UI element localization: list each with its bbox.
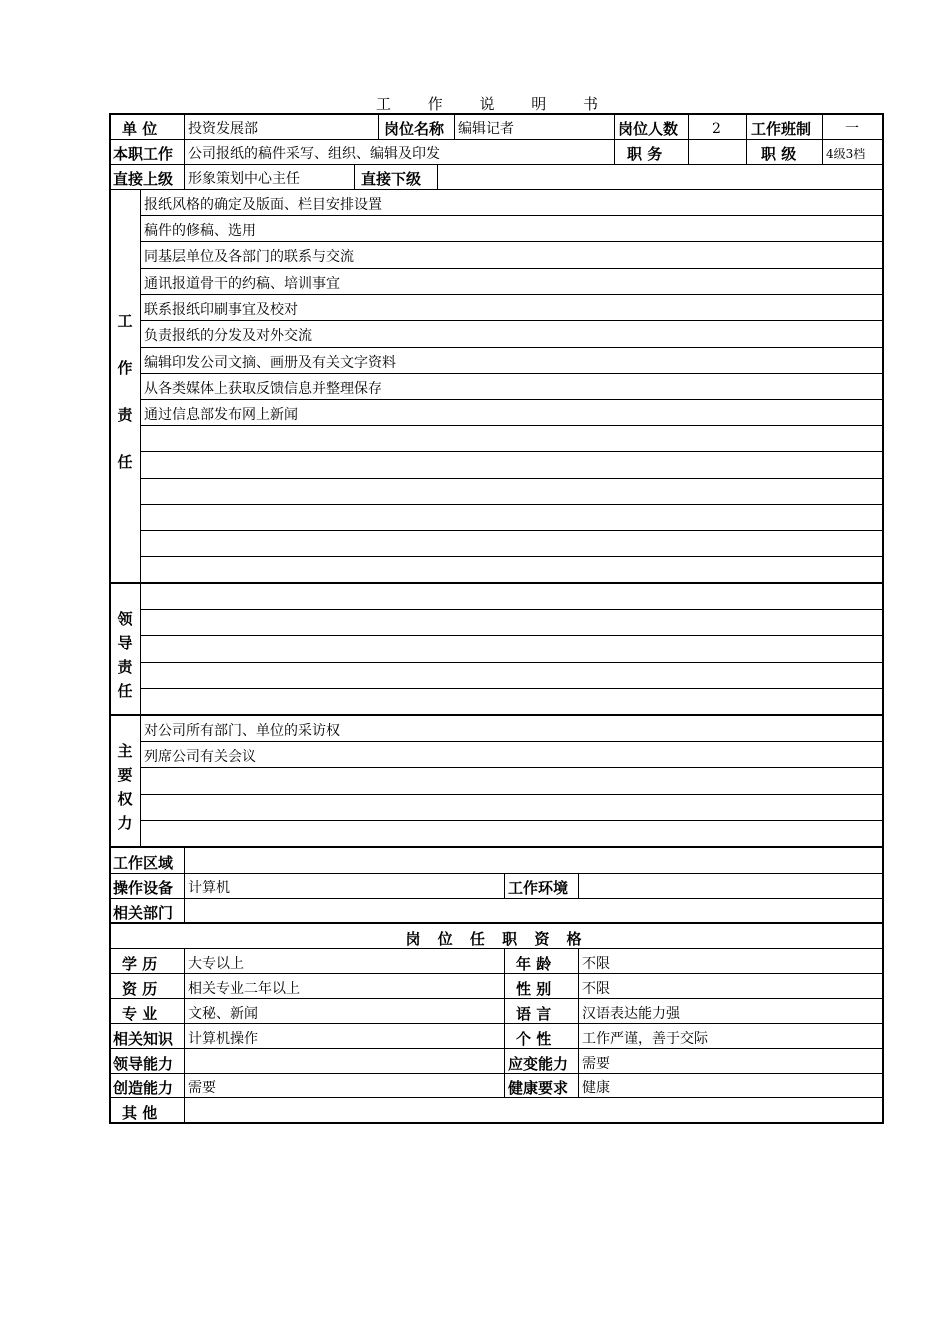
creativity-value: 需要	[188, 1080, 216, 1096]
equipment-label: 操作设备	[113, 879, 174, 897]
responsibility-item: 报纸风格的确定及版面、栏目安排设置	[144, 197, 382, 213]
creativity-label: 创造能力	[113, 1079, 174, 1097]
duty-label: 本职工作	[113, 145, 174, 163]
col-divider	[184, 114, 185, 190]
row-divider	[110, 189, 883, 190]
age-value: 不限	[582, 956, 610, 972]
shift-label: 工作班制	[751, 120, 812, 138]
area-label: 工作区域	[113, 854, 174, 872]
responsibility-item: 稿件的修稿、选用	[144, 223, 256, 239]
responsibility-item: 编辑印发公司文摘、画册及有关文字资料	[144, 355, 396, 371]
language-label: 语 言	[516, 1005, 552, 1023]
col-divider	[378, 114, 379, 140]
responsibility-label: 工 作 责 任	[117, 312, 133, 471]
headcount-label: 岗位人数	[618, 120, 679, 138]
col-divider	[822, 114, 823, 165]
responsibility-item: 通讯报道骨干的约稿、培训事宜	[144, 276, 340, 292]
col-divider	[454, 114, 455, 140]
headcount-value: 2	[712, 121, 721, 137]
gender-label: 性 别	[516, 980, 552, 998]
leadership-label: 领 导 责 任	[117, 610, 133, 700]
experience-value: 相关专业二年以上	[188, 981, 300, 997]
gender-value: 不限	[582, 981, 610, 997]
section-divider	[110, 922, 883, 924]
language-value: 汉语表达能力强	[582, 1006, 680, 1022]
personality-value: 工作严谨，善于交际	[582, 1031, 708, 1047]
responsibility-item: 同基层单位及各部门的联系与交流	[144, 249, 354, 265]
health-label: 健康要求	[508, 1079, 569, 1097]
other-label: 其 他	[122, 1104, 158, 1122]
education-label: 学 历	[122, 955, 158, 973]
title-label: 职 务	[627, 145, 663, 163]
authority-label: 主 要 权 力	[117, 742, 133, 832]
unit-value: 投资发展部	[188, 121, 258, 137]
section-divider	[110, 846, 883, 848]
experience-label: 资 历	[122, 980, 158, 998]
document-title: 工 作 说 明 书	[375, 95, 615, 113]
department-label: 相关部门	[113, 904, 174, 922]
col-divider	[746, 114, 747, 165]
equipment-value: 计算机	[188, 880, 230, 896]
responsibility-item: 负责报纸的分发及对外交流	[144, 328, 312, 344]
row-divider	[110, 139, 883, 140]
authority-item: 列席公司有关会议	[144, 749, 256, 765]
superior-value: 形象策划中心主任	[188, 171, 300, 187]
grade-value: 4级3档	[826, 147, 866, 161]
leadership-ability-label: 领导能力	[113, 1055, 174, 1073]
col-divider	[688, 114, 689, 165]
knowledge-label: 相关知识	[113, 1030, 174, 1048]
adaptability-value: 需要	[582, 1056, 610, 1072]
personality-label: 个 性	[516, 1030, 552, 1048]
responsibility-item: 联系报纸印刷事宜及校对	[144, 302, 298, 318]
adaptability-label: 应变能力	[508, 1055, 569, 1073]
section-divider	[110, 714, 883, 716]
age-label: 年 龄	[516, 955, 552, 973]
col-divider	[614, 114, 615, 165]
responsibility-item: 从各类媒体上获取反馈信息并整理保存	[144, 381, 382, 397]
health-value: 健康	[582, 1080, 610, 1096]
col-divider	[437, 165, 438, 190]
unit-label: 单 位	[122, 120, 158, 138]
shift-value: 一	[845, 121, 859, 137]
grade-label: 职 级	[761, 145, 797, 163]
position-label: 岗位名称	[384, 120, 445, 138]
section-label-divider	[140, 190, 141, 847]
education-value: 大专以上	[188, 956, 244, 972]
subordinate-label: 直接下级	[361, 170, 422, 188]
authority-item: 对公司所有部门、单位的采访权	[144, 723, 340, 739]
row-divider	[110, 164, 883, 165]
major-value: 文秘、新闻	[188, 1006, 258, 1022]
responsibility-item: 通过信息部发布网上新闻	[144, 407, 298, 423]
superior-label: 直接上级	[113, 170, 174, 188]
duty-value: 公司报纸的稿件采写、组织、编辑及印发	[188, 146, 440, 162]
environment-label: 工作环境	[508, 879, 569, 897]
section-divider	[110, 582, 883, 584]
qualifications-heading: 岗 位 任 职 资 格	[405, 930, 588, 948]
position-value: 编辑记者	[458, 121, 514, 137]
major-label: 专 业	[122, 1005, 158, 1023]
col-divider	[354, 165, 355, 190]
knowledge-value: 计算机操作	[188, 1031, 258, 1047]
